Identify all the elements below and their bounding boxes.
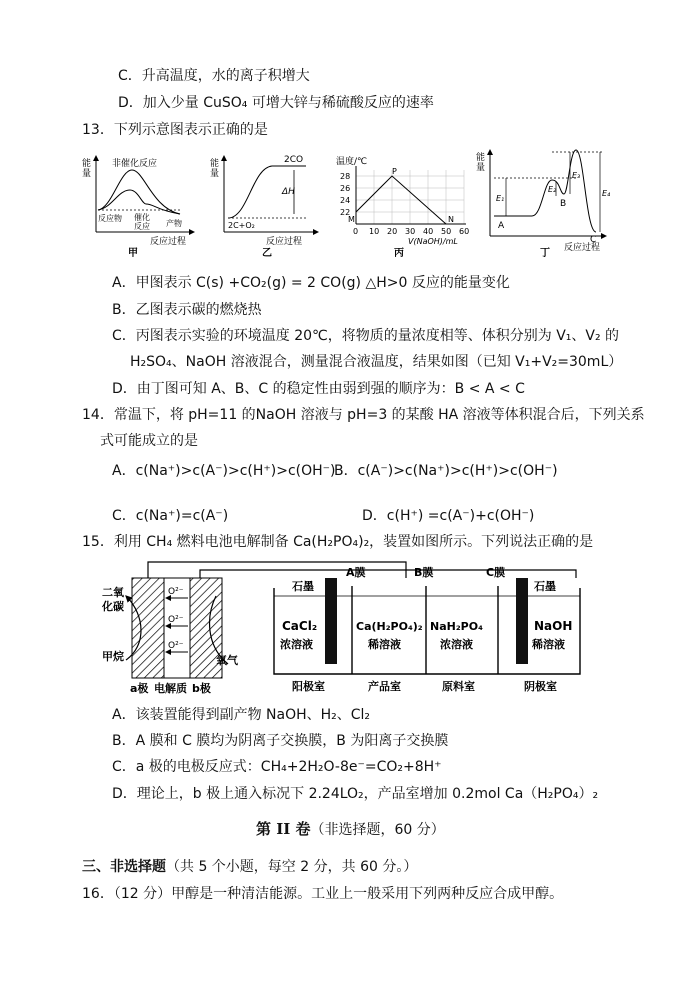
ding-e3: E₃ (572, 171, 581, 180)
q15-stem: 15．利用 CH₄ 燃料电池电解制备 Ca(H₂PO₄)₂，装置如图所示。下列说法正确的是 (82, 534, 594, 550)
figure-ding (476, 144, 610, 258)
q16-stem: 16．（12 分）甲醇是一种清洁能源。工业上一般采用下列两种反应合成甲醇。 (82, 886, 564, 902)
q15-option-a: A．该装置能得到副产物 NaOH、H₂、Cl₂ (112, 707, 371, 723)
jia-cat-label: 催化反应 (134, 213, 150, 231)
bing-xlabel: V(NaOH)/mL (408, 237, 458, 246)
yi-xlabel: 反应过程 (266, 237, 303, 247)
part3-heading (82, 858, 417, 876)
graphite-right-label: 石墨 (534, 580, 556, 593)
jia-products: 产物 (166, 219, 182, 228)
bing-xtick: 50 (441, 227, 452, 236)
figure-yi (210, 150, 322, 258)
figure-bing (334, 150, 474, 258)
q12-option-d: D．加入少量 CuSO₄ 可增大锌与稀硫酸反应的速率 (118, 95, 434, 111)
bing-ylabel: 温度/℃ (336, 157, 368, 167)
jia-reactants: 反应物 (98, 214, 122, 223)
q13-option-c-line1: C．丙图表示实验的环境温度 20℃，将物质的量浓度相等、体积分别为 V₁、V₂ 的 (112, 328, 620, 344)
yi-dh-label: ΔH (282, 187, 295, 197)
jia-name: 甲 (128, 248, 138, 258)
q13-option-a: A．甲图表示 C(s) +CO₂(g) = 2 CO(g) △H>0 反应的能量变化 (112, 275, 510, 291)
electrode-b-label: b极 (192, 682, 211, 695)
section-title (256, 820, 445, 839)
bing-xtick: 60 (459, 227, 470, 236)
graphite-left-label: 石墨 (292, 580, 314, 593)
conc-solution-label: 浓溶液 (440, 638, 473, 651)
q14-option-d: D．c(H⁺) =c(A⁻)+c(OH⁻) (362, 508, 535, 524)
part3-note: （共 5 个小题，每空 2 分，共 60 分。） (166, 859, 418, 875)
q13-option-d: D．由丁图可知 A、B、C 的稳定性由弱到强的顺序为：B < A < C (112, 381, 525, 397)
co2-label: 二氧 (102, 586, 124, 599)
ding-e1: E₁ (496, 194, 505, 203)
co2-label: 化碳 (102, 600, 124, 613)
raw-chamber-label: 原料室 (442, 680, 475, 693)
cacl2-label: CaCl₂ (282, 619, 318, 633)
bing-point-n: N (448, 215, 454, 224)
dilute-solution-label: 稀溶液 (532, 638, 565, 651)
section-title-note: （非选择题，60 分） (310, 822, 445, 838)
bing-name: 丙 (394, 248, 404, 258)
figure-electrolysis (96, 556, 596, 698)
ion-label: O²⁻ (168, 641, 184, 651)
bing-ytick: 22 (340, 208, 351, 217)
bing-xtick: 20 (387, 227, 398, 236)
dilute-solution-label: 稀溶液 (368, 638, 401, 651)
o2-label: 氧气 (216, 654, 238, 667)
jia-xlabel: 反应过程 (150, 237, 187, 247)
ion-label: O²⁻ (168, 587, 184, 597)
bing-xtick: 40 (423, 227, 434, 236)
q13-option-c-line2: H₂SO₄、NaOH 溶液混合，测量混合液温度，结果如图（已知 V₁+V₂=30mL） (130, 354, 623, 370)
q15-option-d: D．理论上，b 极上通入标况下 2.24LO₂，产品室增加 0.2mol Ca（H₂PO₄）₂ (112, 786, 599, 802)
ch4-label: 甲烷 (102, 650, 124, 663)
raw-solute-label: NaH₂PO₄ (430, 620, 483, 633)
bing-ytick: 28 (340, 172, 351, 181)
ding-e4: E₄ (602, 189, 610, 198)
q15-option-b: B．A 膜和 C 膜均为阴离子交换膜，B 为阳离子交换膜 (112, 733, 449, 749)
jia-noncat-label: 非催化反应 (112, 159, 158, 169)
part3-head: 三、非选择题 (82, 859, 166, 875)
q14-option-c: C．c(Na⁺)=c(A⁻) (112, 508, 229, 524)
bing-ytick: 26 (340, 184, 351, 193)
q14-option-a: A．c(Na⁺)>c(A⁻)>c(H⁺)>c(OH⁻) (112, 463, 336, 479)
q13-option-b: B．乙图表示碳的燃烧热 (112, 302, 262, 318)
q12-option-c: C．升高温度，水的离子积增大 (118, 68, 310, 84)
membrane-a-label: A膜 (346, 566, 366, 579)
conc-solution-label: 浓溶液 (280, 638, 313, 651)
bing-ytick: 24 (340, 196, 351, 205)
q13-stem: 13．下列示意图表示正确的是 (82, 122, 268, 138)
ding-point-a: A (498, 221, 505, 231)
product-chamber-label: 产品室 (368, 680, 401, 693)
section-title-main: 第 II 卷 (256, 820, 311, 838)
yi-bottom-label: 2C+O₂ (228, 221, 255, 230)
bing-xtick: 30 (405, 227, 416, 236)
ion-label: O²⁻ (168, 615, 184, 625)
ding-e2: E₂ (548, 185, 557, 194)
ding-name: 丁 (540, 248, 550, 258)
q14-stem-line2: 式可能成立的是 (100, 433, 198, 449)
membrane-b-label: B膜 (414, 566, 434, 579)
product-solute-label: Ca(H₂PO₄)₂ (356, 620, 423, 633)
membrane-c-label: C膜 (486, 566, 506, 579)
yi-top-label: 2CO (284, 155, 304, 165)
figure-jia (82, 150, 198, 258)
electrolyte-label: 电解质 (154, 682, 187, 695)
q14-stem-line1: 14．常温下，将 pH=11 的NaOH 溶液与 pH=3 的某酸 HA 溶液等体积混合后，下列关系 (82, 407, 645, 423)
bing-point-p: P (392, 167, 397, 176)
bing-point-m: M (348, 215, 355, 224)
ding-point-b: B (560, 199, 567, 209)
q15-option-c: C．a 极的电极反应式：CH₄+2H₂O-8e⁻=CO₂+8H⁺ (112, 759, 442, 775)
ding-point-c: C (590, 235, 597, 245)
ding-xlabel: 反应过程 (564, 243, 601, 253)
bing-xtick: 0 (353, 227, 359, 236)
cathode-chamber-label: 阴极室 (524, 680, 557, 693)
q14-option-b: B．c(A⁻)>c(Na⁺)>c(H⁺)>c(OH⁻) (334, 463, 558, 479)
ding-ylabel: 能量 (476, 153, 486, 173)
naoh-label: NaOH (534, 619, 573, 633)
jia-ylabel: 能量 (82, 159, 92, 179)
bing-xtick: 10 (369, 227, 380, 236)
anode-chamber-label: 阳极室 (292, 680, 325, 693)
yi-ylabel: 能量 (210, 159, 220, 179)
electrode-a-label: a极 (130, 682, 149, 695)
yi-name: 乙 (262, 248, 272, 258)
